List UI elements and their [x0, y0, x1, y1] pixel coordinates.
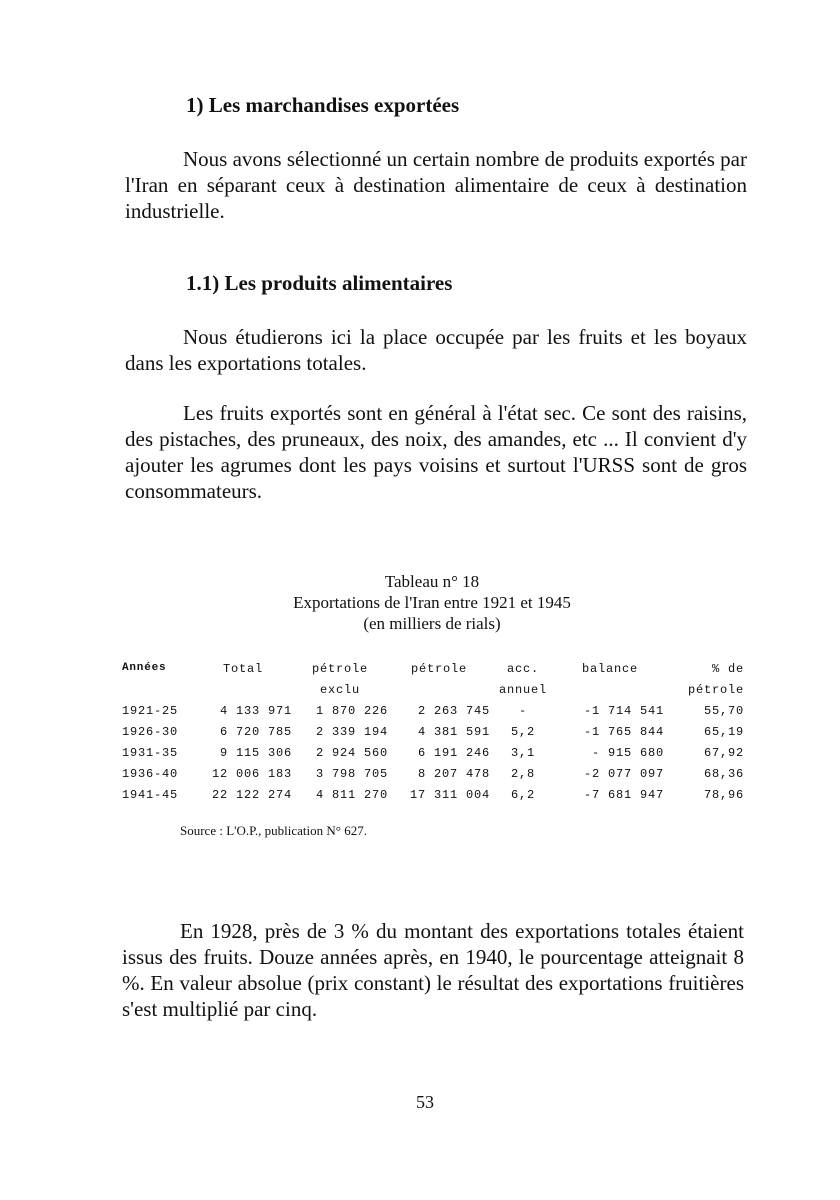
table-row [122, 767, 744, 788]
paragraph-fruits-text: Les fruits exportés sont en général à l'état sec. Ce sont des raisins, des pistaches, des pruneaux, des noix, des amandes, etc ... Il convient d'y ajouter les agrumes dont les pays voisins et surtout l'URSS sont de gros consommateurs. [125, 401, 747, 503]
cell-acc: 6,2 [510, 788, 535, 802]
header-pct-line1: % de [711, 662, 744, 676]
cell-total: 9 115 306 [219, 746, 292, 760]
cell-petrole-exclu: 2 339 194 [315, 725, 388, 739]
paragraph-closing [122, 918, 744, 1022]
cell-acc: 2,8 [510, 767, 535, 781]
table-row [122, 788, 744, 809]
cell-balance: -2 077 097 [583, 767, 664, 781]
cell-petrole: 2 263 745 [417, 704, 490, 718]
header-acc-line2: annuel [498, 683, 547, 697]
cell-total: 6 720 785 [219, 725, 292, 739]
cell-petrole-exclu: 2 924 560 [315, 746, 388, 760]
cell-pct: 55,70 [703, 704, 744, 718]
cell-petrole: 8 207 478 [417, 767, 490, 781]
cell-annees: 1931-35 [122, 746, 179, 760]
paragraph-exports-text: Nous avons sélectionné un certain nombre de produits exportés par l'Iran en séparant ceux à destination alimentaire de ceux à destination industrielle. [125, 147, 747, 223]
cell-balance: -1 714 541 [583, 704, 664, 718]
page-number: 53 [416, 1092, 434, 1112]
header-petrole: pétrole [410, 662, 467, 676]
section-heading-food-products: 1.1) Les produits alimentaires [186, 271, 453, 295]
cell-annees: 1941-45 [122, 788, 179, 802]
header-pct-line2: pétrole [687, 683, 744, 697]
header-petrole-exclu-line1: pétrole [311, 662, 368, 676]
header-balance: balance [581, 662, 638, 676]
cell-pct: 78,96 [703, 788, 744, 802]
table-row [122, 725, 744, 746]
cell-annees: 1926-30 [122, 725, 179, 739]
cell-petrole: 17 311 004 [409, 788, 490, 802]
section-heading-exports: 1) Les marchandises exportées [186, 93, 460, 117]
cell-acc: 3,1 [510, 746, 535, 760]
cell-petrole: 4 381 591 [417, 725, 490, 739]
cell-total: 12 006 183 [211, 767, 292, 781]
cell-pct: 68,36 [703, 767, 744, 781]
table-unit: (en milliers de rials) [363, 614, 501, 633]
header-petrole-exclu-line2: exclu [319, 683, 360, 697]
cell-total: 4 133 971 [219, 704, 292, 718]
cell-annees: 1936-40 [122, 767, 179, 781]
table-subtitle: Exportations de l'Iran entre 1921 et 1945 [293, 593, 571, 612]
cell-petrole: 6 191 246 [417, 746, 490, 760]
header-annees: Années [122, 662, 167, 674]
table-row [122, 746, 744, 767]
cell-acc: - [518, 704, 527, 718]
header-acc-line1: acc. [506, 662, 539, 676]
cell-balance: -1 765 844 [583, 725, 664, 739]
table-header-row-2 [122, 683, 744, 704]
cell-balance: -7 681 947 [583, 788, 664, 802]
cell-acc: 5,2 [510, 725, 535, 739]
cell-pct: 65,19 [703, 725, 744, 739]
cell-pct: 67,92 [703, 746, 744, 760]
paragraph-exports-intro [125, 146, 747, 224]
cell-balance: - 915 680 [591, 746, 664, 760]
cell-total: 22 122 274 [211, 788, 292, 802]
cell-annees: 1921-25 [122, 704, 179, 718]
header-total: Total [222, 662, 263, 676]
cell-petrole-exclu: 3 798 705 [315, 767, 388, 781]
table-row [122, 704, 744, 725]
cell-petrole-exclu: 4 811 270 [315, 788, 388, 802]
table-caption [182, 571, 682, 634]
paragraph-closing-text: En 1928, près de 3 % du montant des exportations totales étaient issus des fruits. Douze années après, en 1940, le pourcentage atteignait 8 %. En valeur absolue (prix constant) le résultat des exportations fruitières s'est multiplié par cinq. [122, 919, 744, 1021]
table-title: Tableau n° 18 [384, 572, 480, 591]
paragraph-food-intro [125, 324, 747, 376]
cell-petrole-exclu: 1 870 226 [315, 704, 388, 718]
paragraph-fruits [125, 400, 747, 504]
table-header-row [122, 662, 744, 683]
table-source: Source : L'O.P., publication N° 627. [180, 823, 367, 838]
paragraph-food-text: Nous étudierons ici la place occupée par les fruits et les boyaux dans les exportations totales. [125, 325, 747, 375]
exports-table [122, 662, 744, 809]
